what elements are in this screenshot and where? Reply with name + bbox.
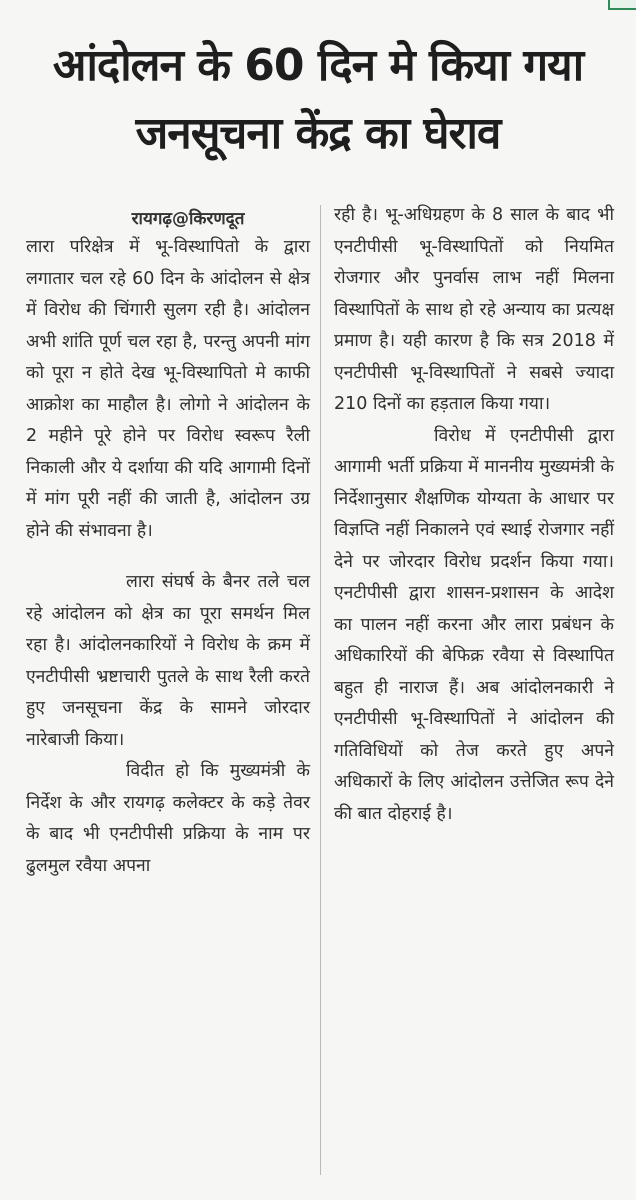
column-divider — [320, 205, 321, 1175]
paragraph: लारा परिक्षेत्र में भू-विस्थापितो के द्वारा लगातार चल रहे 60 दिन के आंदोलन से क्षेत्र में विरोध की चिंगारी सुलग रही है। आंदोलन अभी शांति पूर्ण चल रहा है, परन्तु अपनी मांग को पूरा न होते देख भू-विस्थापितो मे काफी आक्रोश का माहौल है। लोगो ने आंदोलन के 2 महीने पूरे होने पर विरोध स्वरूप रैली निकाली और ये दर्शाया की यदि आगामी दिनों में मांग पूरी नहीं की जाती है, आंदोलन उग्र होने की संभावना है। — [26, 237, 310, 541]
paragraph-gap — [26, 547, 310, 567]
paragraph: लारा संघर्ष के बैनर तले चल रहे आंदोलन को क्षेत्र का पूरा समर्थन मिल रहा है। आंदोलनकारियों ने विरोध के क्रम में एनटीपीसी भ्रष्टाचारी पुतले के साथ रैली करते हुए जनसूचना केंद्र के सामने जोरदार नारेबाजी किया। — [26, 572, 310, 750]
paragraph: विरोध में एनटीपीसी द्वारा आगामी भर्ती प्रक्रिया में माननीय मुख्यमंत्री के निर्देशानुसार शैक्षणिक योग्यता के आधार पर विज्ञप्ति नहीं निकालने एवं स्थाई रोजगार नहीं देने पर जोरदार विरोध प्रदर्शन किया गया। एनटीपीसी द्वारा शासन-प्रशासन के आदेश का पालन नहीं करना और लारा प्रबंधन के अधिकारियों की बेफिक्र रवैया से विस्थापित बहुत ही नाराज हैं। अब आंदोलनकारी ने एनटीपीसी भू-विस्थापितों ने आंदोलन की गतिविधियों को तेज करते हुए अपने अधिकारों के लिए आंदोलन उत्तेजित रूप देने की बात दोहराई है। — [334, 425, 614, 824]
paragraph: रही है। भू-अधिग्रहण के 8 साल के बाद भी एनटीपीसी भू-विस्थापितों को नियमित रोजगार और पुनर्वास लाभ नहीं मिलना विस्थापितों के साथ हो रहे अन्याय का प्रत्यक्ष प्रमाण है। यही कारण है कि सत्र 2018 में एनटीपीसी भू-विस्थापितों ने सबसे ज्यादा 210 दिनों का हड़ताल किया गया। — [334, 205, 614, 414]
left-column — [26, 200, 310, 1180]
headline-line-1: आंदोलन के 60 दिन मे किया गया — [52, 40, 584, 91]
paragraph: विदीत हो कि मुख्यमंत्री के निर्देश के और रायगढ़ कलेक्टर के कड़े तेवर के बाद भी एनटीपीसी प्रक्रिया के नाम पर ढुलमुल रवैया अपना — [26, 761, 310, 876]
headline-line-2: जनसूचना केंद्र का घेराव — [135, 108, 501, 159]
dateline: रायगढ़@किरणदूत — [131, 209, 245, 229]
corner-mark — [608, 0, 636, 10]
right-column — [334, 200, 614, 1180]
headline — [0, 32, 636, 168]
